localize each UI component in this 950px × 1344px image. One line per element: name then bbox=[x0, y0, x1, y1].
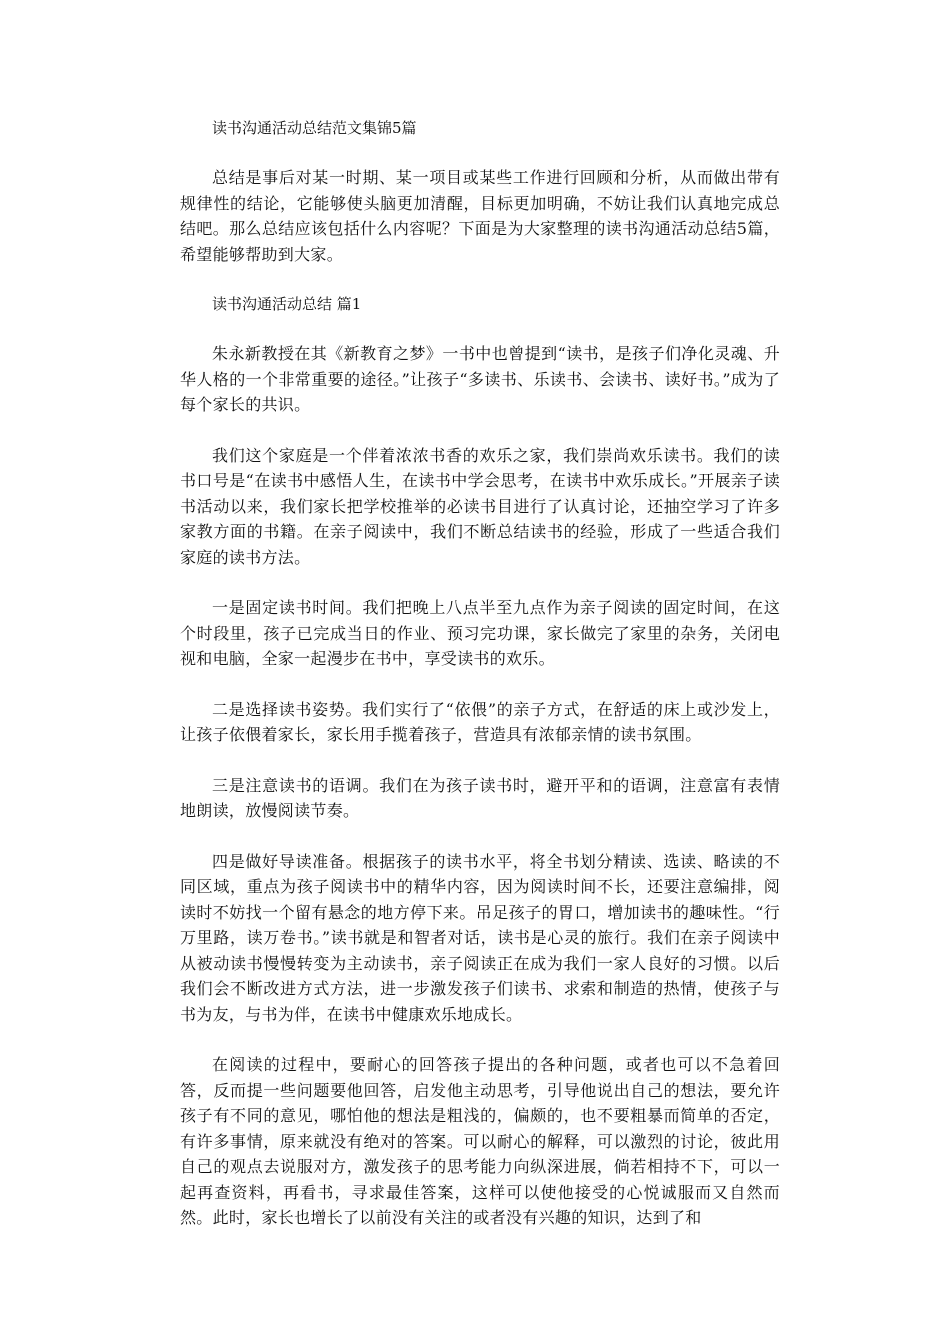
body-paragraph: 在阅读的过程中，要耐心的回答孩子提出的各种问题，或者也可以不急着回答，反而提一些问题要他回答，启发他主动思考，引导他说出自己的想法，要允许孩子有不同的意见，哪怕他的想法是粗浅的，偏颇的，也不要粗暴而简单的否定，有许多事情，原来就没有绝对的答案。可以耐心的解释，可以激烈的讨论，彼此用自己的观点去说服对方，激发孩子的思考能力向纵深进展，倘若相持不下，可以一起再查资料，再看书，寻求最佳答案，这样可以使他接受的心悦诚服而又自然而然。此时，家长也增长了以前没有关注的或者没有兴趣的知识，达到了和 bbox=[180, 1055, 780, 1227]
body-paragraph: 二是选择读书姿势。我们实行了“依偎”的亲子方式，在舒适的床上或沙发上，让孩子依偎着家长，家长用手揽着孩子，营造具有浓郁亲情的读书氛围。 bbox=[180, 699, 780, 744]
body-paragraph: 一是固定读书时间。我们把晚上八点半至九点作为亲子阅读的固定时间，在这个时段里，孩子已完成当日的作业、预习完功课，家长做完了家里的杂务，关闭电视和电脑，全家一起漫步在书中，享受读书的欢乐。 bbox=[180, 598, 780, 668]
intro-paragraph: 总结是事后对某一时期、某一项目或某些工作进行回顾和分析，从而做出带有规律性的结论，它能够使头脑更加清醒，目标更加明确，不妨让我们认真地完成总结吧。那么总结应该包括什么内容呢？下面是为大家整理的读书沟通活动总结5篇，希望能够帮助到大家。 bbox=[180, 168, 780, 264]
body-paragraph: 四是做好导读准备。根据孩子的读书水平，将全书划分精读、选读、略读的不同区域，重点为孩子阅读书中的精华内容，因为阅读时间不长，还要注意编排，阅读时不妨找一个留有悬念的地方停下来。吊足孩子的胃口，增加读书的趣味性。“行万里路，读万卷书。”读书就是和智者对话，读书是心灵的旅行。我们在亲子阅读中从被动读书慢慢转变为主动读书，亲子阅读正在成为我们一家人良好的习惯。以后我们会不断改进方式方法，进一步激发孩子们读书、求索和制造的热情，使孩子与书为友，与书为伴，在读书中健康欢乐地成长。 bbox=[180, 851, 780, 1024]
body-paragraph: 我们这个家庭是一个伴着浓浓书香的欢乐之家，我们崇尚欢乐读书。我们的读书口号是“在读书中感悟人生，在读书中学会思考，在读书中欢乐成长。”开展亲子读书活动以来，我们家长把学校推举的必读书目进行了认真讨论，还抽空学习了许多家教方面的书籍。在亲子阅读中，我们不断总结读书的经验，形成了一些适合我们家庭的读书方法。 bbox=[180, 445, 780, 567]
section-heading: 读书沟通活动总结 篇1 bbox=[212, 295, 362, 313]
body-paragraph: 三是注意读书的语调。我们在为孩子读书时，避开平和的语调，注意富有表情地朗读，放慢阅读节奏。 bbox=[180, 775, 780, 820]
document-title: 读书沟通活动总结范文集锦5篇 bbox=[212, 119, 417, 137]
document-page bbox=[180, 116, 780, 1256]
body-paragraph: 朱永新教授在其《新教育之梦》一书中也曾提到“读书，是孩子们净化灵魂、升华人格的一个非常重要的途径。”让孩子“多读书、乐读书、会读书、读好书。”成为了每个家长的共识。 bbox=[180, 344, 780, 414]
